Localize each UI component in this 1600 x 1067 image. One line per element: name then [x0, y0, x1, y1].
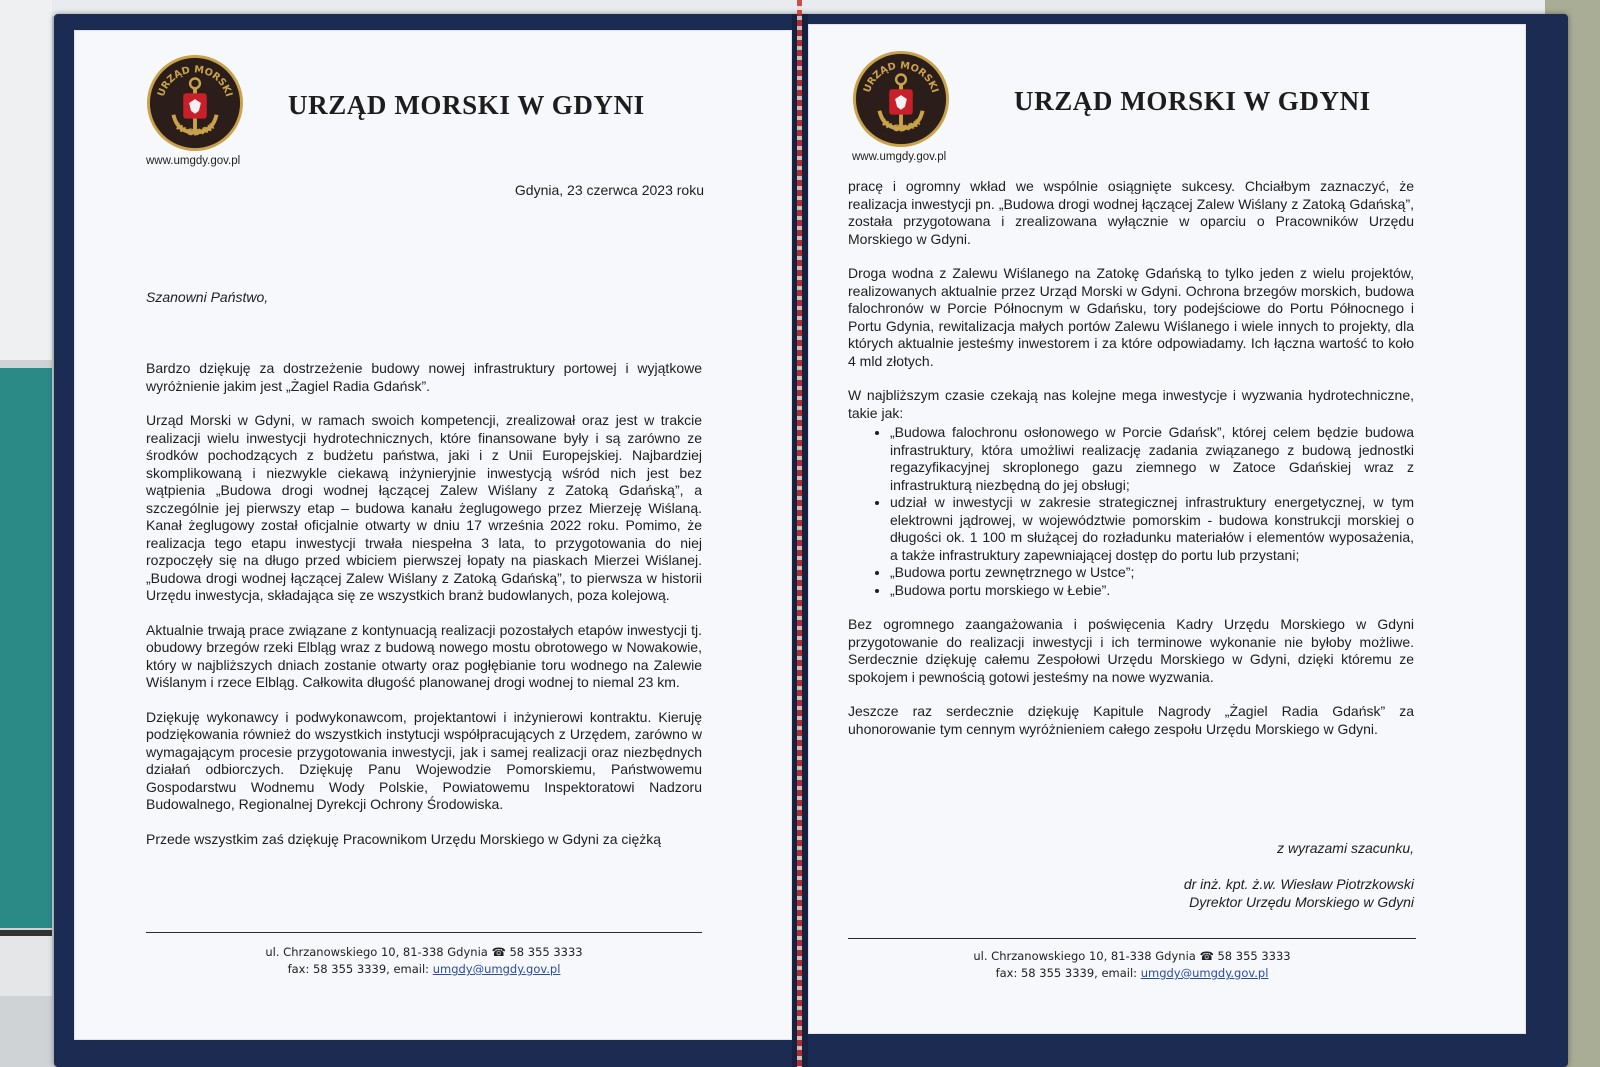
list-item: • „Budowa falochronu osłonowego w Porcie Gdańsk”, której celem będzie budowa infrastruktury, która umożliwi realizację zadania związanego z budową jednostki regazyfikacyjnej skroplonego gazu ziemnego w Zatoce Gdańskiej wraz z infrastrukturą niezbędną do jej obsługi; [890, 424, 1414, 494]
website-label: www.umgdy.gov.pl [146, 155, 241, 167]
list-item: • „Budowa portu morskiego w Łebie”. [890, 582, 1414, 600]
paragraph: Przede wszystkim zaś dziękuję Pracownikom Urzędu Morskiego w Gdyni za ciężką [146, 830, 662, 847]
paragraph: Jeszcze raz serdecznie dziękuję Kapitule Nagrody „Żagiel Radia Gdańsk” za uhonorowanie tym cennym wyróżnieniem całego zespołu Urzędu Morskiego w Gdyni. [848, 703, 1414, 737]
closing-formula: z wyrazami szacunku, [1277, 840, 1414, 856]
letterhead-title: URZĄD MORSKI W GDYNI [288, 90, 645, 120]
letter-page-2 [808, 24, 1526, 1034]
list-item: • udział w inwestycji w zakresie strategicznej infrastruktury energetycznej, w tym elektrowni jądrowej, w województwie pomorskim - budowa konstrukcji morskiej o długości ok. 1 100 m służącej do rozładunku materiałów i elementów wyposażenia, a także infrastruktury zapewniającej dostęp do portu lub przystani; [890, 494, 1414, 564]
footer-contact [848, 965, 1416, 982]
maritime-office-logo-icon [852, 50, 950, 148]
salutation: Szanowni Państwo, [146, 289, 269, 305]
footer-address: ul. Chrzanowskiego 10, 81-338 Gdynia ☎ 58 355 3333 [265, 945, 583, 959]
letter-footer [848, 948, 1416, 982]
paragraph: Bez ogromnego zaangażowania i poświęcenia Kadry Urzędu Morskiego w Gdyni przygotowanie do realizacji inwestycji i ich terminowe wykonanie nie byłoby możliwe. Serdecznie dziękuję całemu Zespołowi Urzędu Morskiego w Gdyni, dzięki któremu ze spokojem i pewnością gotowi jesteśmy na nowe wyzwania. [848, 616, 1414, 685]
email-link[interactable]: umgdy@umgdy.gov.pl [1140, 966, 1269, 980]
letterhead-title: URZĄD MORSKI W GDYNI [1014, 86, 1371, 116]
paragraph: pracę i ogromny wkład we wspólnie osiągnięte sukcesy. Chciałbym zaznaczyć, że realizacja inwestycji pn. „Budowa drogi wodnej łączącej Zalew Wiślany z Zatoką Gdańską”, została przygotowana i zrealizowana wyłącznie w oparciu o Pracowników Urzędu Morskiego w Gdyni. [848, 178, 1414, 247]
footer-divider [146, 932, 702, 933]
signatory-name: dr inż. kpt. ż.w. Wiesław Piotrzkowski [1183, 876, 1414, 892]
paragraph: Aktualnie trwają prace związane z kontynuacją realizacji pozostałych etapów inwestycji tj. obudowy brzegów rzeki Elbląg wraz z budową nowego mostu obrotowego w Nowakowie, który w najbliższych dniach zostanie otwarty oraz pogłębianie toru wodnego na Zalewie Wiślanym i rzece Elbląg. Całkowita długość planowanej drogi wodnej to niemal 23 km. [146, 621, 702, 690]
letter-body-page-1 [146, 360, 702, 865]
investment-list [848, 424, 1414, 599]
paragraph: W najbliższym czasie czekają nas kolejne mega inwestycje i wyzwania hydrotechniczne, takie jak: [848, 387, 1414, 421]
paragraph: Dziękuję wykonawcy i podwykonawcom, projektantowi i inżynierowi kontraktu. Kieruję podziękowania również do wszystkich instytucji współpracujących z Urzędem, zarówno w wymagającym procesie przygotowania inwestycji, jak i samej realizacji oraz niezbędnych działań odbiorczych. Dziękuję Panu Wojewodzie Pomorskiemu, Państwowemu Gospodarstwu Wodnemu Wody Polskie, Powiatowemu Inspektoratowi Nadzoru Budowalnego, Regionalnej Dyrekcji Ochrony Środowiska. [146, 708, 702, 812]
footer-contact [146, 961, 702, 978]
background-left-stripe [0, 930, 52, 996]
footer-fax: fax: 58 355 3339, email: [995, 966, 1141, 980]
email-link[interactable]: umgdy@umgdy.gov.pl [432, 962, 561, 976]
letter-footer [146, 944, 702, 978]
paragraph: Droga wodna z Zalewu Wiślanego na Zatokę Gdańską to tylko jeden z wielu projektów, realizowanych aktualnie przez Urząd Morski w Gdyni. Ochrona brzegów morskich, budowa falochronów w Porcie Północnym w Gdańsku, tory podejściowe do Portu Północnego i Portu Gdynia, rewitalizacja małych portów Zalewu Wiślanego i wiele innych to projekty, dla których aktualnie jesteśmy inwestorem i za które odpowiadamy. Ich łączna wartość to koło 4 mld złotych. [848, 265, 1414, 369]
letter-date: Gdynia, 23 czerwca 2023 roku [514, 182, 704, 198]
background-left-teal [0, 368, 52, 928]
maritime-office-logo-icon [146, 54, 244, 152]
list-item: • „Budowa portu zewnętrznego w Ustce”; [890, 564, 1414, 582]
paragraph: Bardzo dziękuję za dostrzeżenie budowy nowej infrastruktury portowej i wyjątkowe wyróżnienie jakim jest „Żagiel Radia Gdańsk”. [146, 360, 702, 394]
signature-block [1184, 875, 1414, 911]
svg-text:W GDYNI: W GDYNI [879, 118, 923, 135]
paragraph: Urząd Morski w Gdyni, w ramach swoich kompetencji, zrealizował oraz jest w trakcie realizacji wielu inwestycji hydrotechnicznych, które finansowane były i są zarówno ze środków pochodzących z budżetu państwa, jaki i z Unii Europejskiej. Najbardziej skomplikowaną i niezwykle ciekawą inżynieryjnie inwestycją wśród nich jest bez wątpienia „Budowa drogi wodnej łączącej Zalew Wiślany z Zatoką Gdańską”, a szczególnie jej pierwszy etap – budowa kanału żeglugowego przez Mierzeję Wiślaną. Kanał żeglugowy został oficjalnie otwarty w dniu 17 września 2022 roku. Pomimo, że realizacja tego etapu inwestycji trwała niespełna 3 lata, to przygotowania do niej rozpoczęły się na długo przed wbiciem pierwszej łopaty na piaskach Mierzei Wiślanej. „Budowa drogi wodnej łączącej Zalew Wiślany z Zatoką Gdańską”, to pierwsza w historii Urzędu inwestycja, składająca się ze wszystkich branż budowlanych, poza kolejową. [146, 412, 702, 603]
background-left-white [0, 0, 52, 360]
svg-text:URZĄD MORSKI: URZĄD MORSKI [861, 60, 941, 95]
website-label: www.umgdy.gov.pl [852, 151, 947, 163]
footer-fax: fax: 58 355 3339, email: [287, 962, 433, 976]
letter-page-1 [74, 30, 792, 1040]
signatory-title: Dyrektor Urzędu Morskiego w Gdyni [1189, 894, 1414, 910]
footer-divider [848, 938, 1416, 939]
footer-address: ul. Chrzanowskiego 10, 81-338 Gdynia ☎ 58 355 3333 [973, 949, 1291, 963]
letter-body-page-2 [848, 178, 1414, 755]
svg-text:URZĄD MORSKI: URZĄD MORSKI [155, 64, 235, 99]
bookmark-ribbon [797, 0, 802, 1067]
svg-text:W GDYNI: W GDYNI [173, 122, 217, 139]
